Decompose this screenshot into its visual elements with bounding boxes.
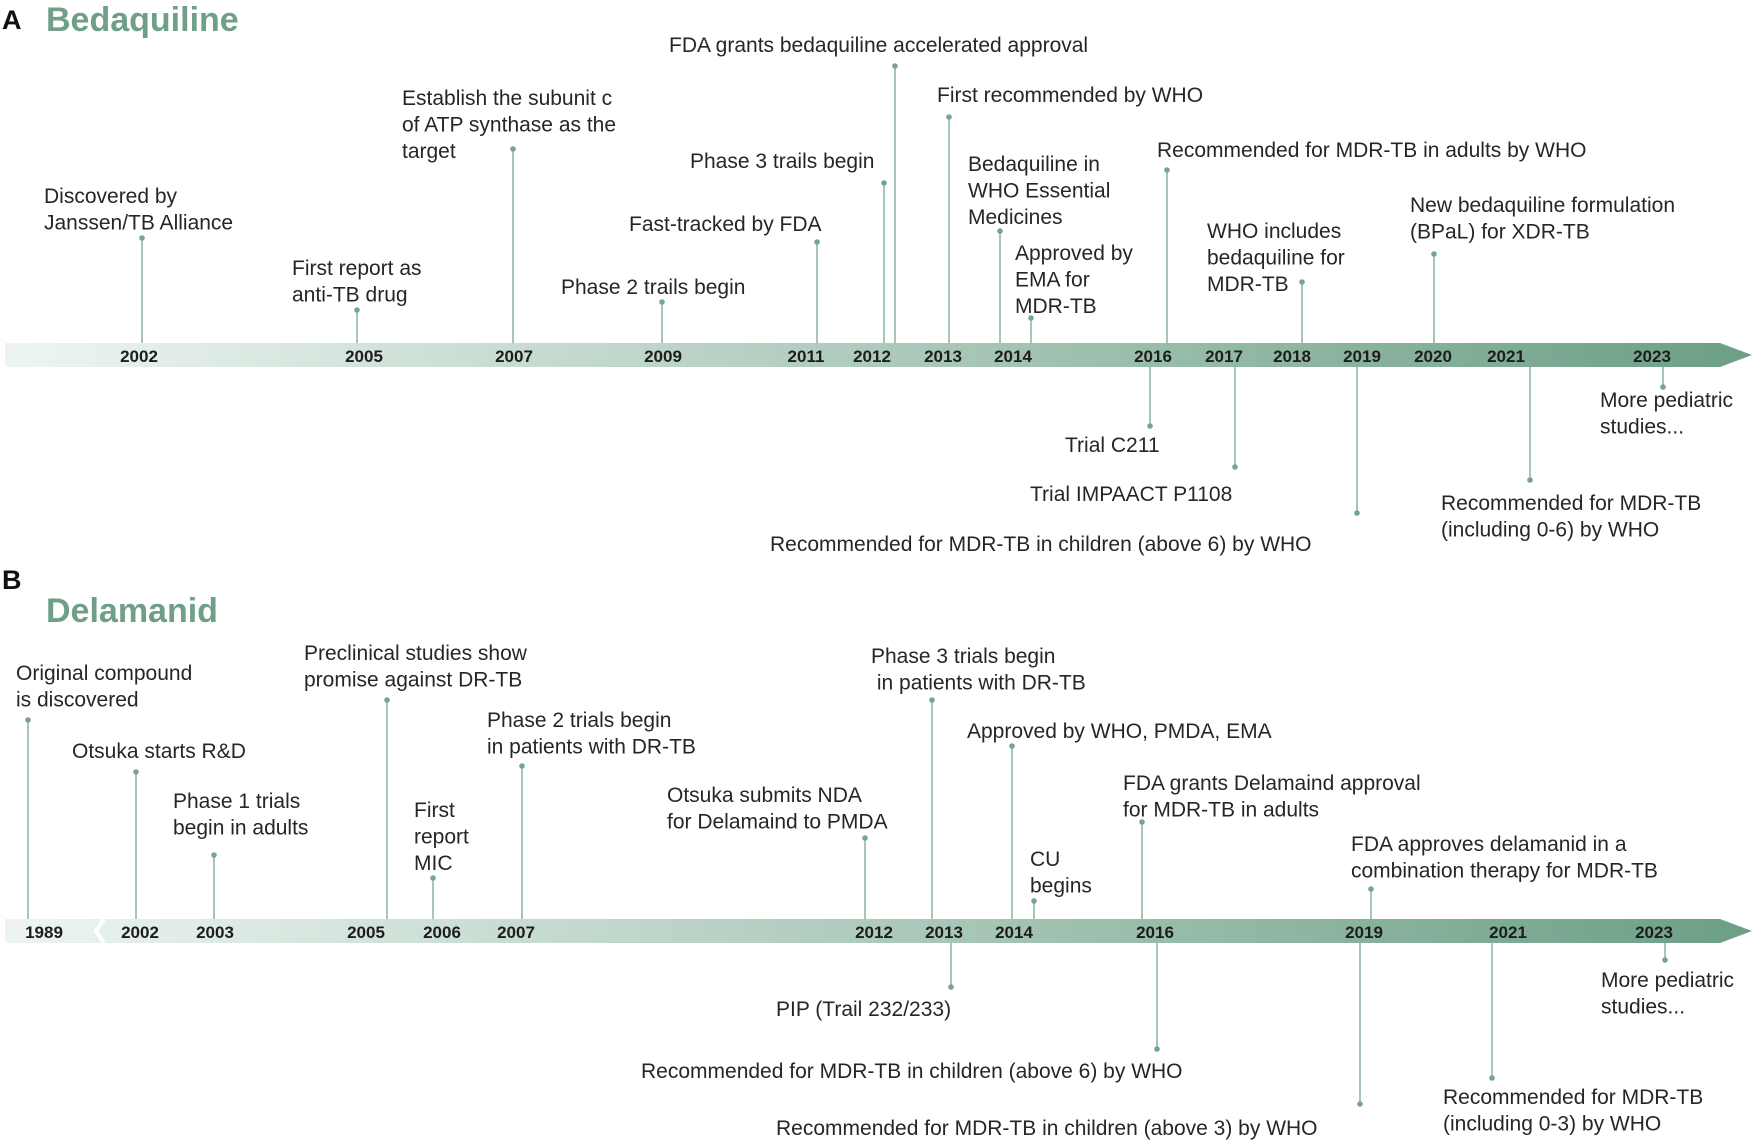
event-label xyxy=(1410,194,1675,244)
event-label-line: Phase 3 trials begin xyxy=(871,645,1056,668)
event-label xyxy=(1065,434,1160,457)
year-label: 2023 xyxy=(1635,923,1673,942)
event-label-line: Establish the subunit c xyxy=(402,87,613,110)
panel-delamanid xyxy=(2,565,1752,1140)
event-label-line: MIC xyxy=(414,852,453,875)
event-marker xyxy=(1164,167,1170,173)
event-label xyxy=(1441,492,1701,542)
event-label-line: Recommended for MDR-TB xyxy=(1443,1086,1704,1109)
event-label-line: begin in adults xyxy=(173,816,309,840)
event-label-line: anti-TB drug xyxy=(292,283,408,307)
event-label xyxy=(776,998,951,1021)
event-label xyxy=(667,784,888,834)
event-label xyxy=(690,150,874,173)
event-label-line: Recommended for MDR-TB in children (above 3) by WHO xyxy=(776,1117,1318,1140)
year-label: 2016 xyxy=(1136,923,1174,942)
event-label-line: Discovered by xyxy=(44,185,178,208)
event-marker xyxy=(1299,279,1305,285)
year-label: 2005 xyxy=(347,923,385,942)
event-marker xyxy=(211,852,217,858)
year-label: 2021 xyxy=(1489,923,1527,942)
event-label xyxy=(561,276,745,299)
event-label xyxy=(967,720,1272,743)
event-label-line: Original compound xyxy=(16,662,193,685)
event-label-line: MDR-TB xyxy=(1015,295,1097,318)
event-label-line: Trial C211 xyxy=(1065,434,1160,457)
event-label-line: Approved by xyxy=(1015,242,1133,265)
event-marker xyxy=(948,984,954,990)
event-label xyxy=(1015,242,1133,318)
event-marker xyxy=(1147,423,1153,429)
year-label: 2011 xyxy=(787,347,825,366)
event-label xyxy=(173,790,308,840)
event-label xyxy=(1123,772,1421,822)
event-label xyxy=(871,645,1086,695)
event-label xyxy=(669,34,1088,57)
event-label-line: promise against DR-TB xyxy=(304,668,523,692)
event-label xyxy=(1600,389,1733,439)
event-label xyxy=(402,87,616,163)
year-label: 2019 xyxy=(1343,347,1381,366)
event-label xyxy=(304,642,528,692)
event-label-line: for MDR-TB in adults xyxy=(1123,798,1320,822)
event-label xyxy=(1351,833,1658,883)
event-label-line: More pediatric xyxy=(1601,969,1735,992)
event-marker xyxy=(133,769,139,775)
event-marker xyxy=(929,697,935,703)
event-labels xyxy=(44,34,1733,556)
event-label-line: Trial IMPAACT P1108 xyxy=(1030,483,1233,506)
event-marker xyxy=(892,63,898,69)
event-label xyxy=(629,213,822,236)
event-marker xyxy=(1662,957,1668,963)
event-label xyxy=(1601,969,1734,1019)
event-label-line: in patients with DR-TB xyxy=(487,735,696,759)
event-marker xyxy=(1527,477,1533,483)
event-marker xyxy=(139,235,145,241)
event-label-line: Recommended for MDR-TB in children (above 6) by WHO xyxy=(641,1060,1183,1083)
event-marker xyxy=(1232,464,1238,470)
event-label-line: is discovered xyxy=(16,688,139,712)
event-label xyxy=(1207,220,1345,296)
event-label-line: Recommended for MDR-TB xyxy=(1441,492,1702,515)
event-label xyxy=(968,153,1110,229)
event-marker xyxy=(354,307,360,313)
panel-title: Bedaquiline xyxy=(46,1,239,39)
event-label-line: PIP (Trail 232/233) xyxy=(776,998,952,1021)
event-label-line: in patients with DR-TB xyxy=(871,671,1086,695)
event-marker xyxy=(659,299,665,305)
year-label: 2014 xyxy=(995,923,1033,942)
year-label: 2003 xyxy=(196,923,234,942)
event-label-line: Otsuka starts R&D xyxy=(72,740,246,763)
year-label: 2012 xyxy=(855,923,893,942)
event-label-line: begins xyxy=(1030,874,1092,898)
event-label-line: bedaquiline for xyxy=(1207,246,1345,270)
year-label: 2018 xyxy=(1273,347,1311,366)
event-label-line: (including 0-3) by WHO xyxy=(1443,1112,1662,1136)
year-label: 2002 xyxy=(120,347,158,366)
event-label-line: for Delamaind to PMDA xyxy=(667,810,888,834)
event-marker xyxy=(519,763,525,769)
event-label-line: Phase 1 trials xyxy=(173,790,301,813)
event-label xyxy=(44,185,233,235)
event-label-line: Phase 3 trails begin xyxy=(690,150,875,173)
event-label-line: Approved by WHO, PMDA, EMA xyxy=(967,720,1272,743)
event-label-line: WHO includes xyxy=(1207,220,1342,243)
event-label-line: First xyxy=(414,799,455,822)
event-marker xyxy=(1368,886,1374,892)
event-marker xyxy=(1009,743,1015,749)
year-label: 2006 xyxy=(423,923,461,942)
event-label-line: Recommended for MDR-TB in children (above 6) by WHO xyxy=(770,533,1312,556)
year-label: 2005 xyxy=(345,347,383,366)
year-label: 2020 xyxy=(1414,347,1452,366)
event-label-line: Phase 2 trails begin xyxy=(561,276,746,299)
event-label-line: Fast-tracked by FDA xyxy=(629,213,822,236)
event-marker xyxy=(814,239,820,245)
event-label-line: FDA approves delamanid in a xyxy=(1351,833,1627,856)
year-label: 2016 xyxy=(1134,347,1172,366)
event-label-line: Janssen/TB Alliance xyxy=(44,211,234,235)
event-marker xyxy=(881,180,887,186)
event-marker xyxy=(1357,1101,1363,1107)
event-label-line: Phase 2 trials begin xyxy=(487,709,672,732)
event-marker xyxy=(997,228,1003,234)
event-label-line: of ATP synthase as the xyxy=(402,113,617,137)
event-label xyxy=(1443,1086,1703,1136)
event-label-line: FDA grants Delamaind approval xyxy=(1123,772,1421,795)
year-label: 2017 xyxy=(1205,347,1243,366)
event-label xyxy=(641,1060,1183,1083)
year-label: 2013 xyxy=(924,347,962,366)
year-label: 2012 xyxy=(853,347,891,366)
event-marker xyxy=(946,114,952,120)
event-label-line: Preclinical studies show xyxy=(304,642,527,665)
event-label-line: (BPaL) for XDR-TB xyxy=(1410,220,1590,244)
event-label-line: New bedaquiline formulation xyxy=(1410,194,1675,217)
event-label-line: MDR-TB xyxy=(1207,273,1289,296)
event-marker xyxy=(25,717,31,723)
event-label-line: EMA for xyxy=(1015,268,1090,292)
year-label: 2014 xyxy=(994,347,1032,366)
event-label xyxy=(292,257,422,307)
event-marker xyxy=(510,146,516,152)
event-marker xyxy=(862,835,868,841)
event-marker xyxy=(384,697,390,703)
event-marker xyxy=(430,875,436,881)
panel-bedaquiline xyxy=(2,1,1752,556)
event-label-line: (including 0-6) by WHO xyxy=(1441,518,1660,542)
event-label-line: target xyxy=(402,140,456,163)
year-label: 2009 xyxy=(644,347,682,366)
event-label-line: Recommended for MDR-TB in adults by WHO xyxy=(1157,139,1587,162)
event-label xyxy=(1157,139,1586,162)
event-label xyxy=(72,740,246,763)
event-label xyxy=(1030,848,1092,898)
year-label: 2002 xyxy=(121,923,159,942)
event-label-line: WHO Essential xyxy=(968,179,1111,203)
event-marker xyxy=(1489,1075,1495,1081)
year-label: 1989 xyxy=(25,923,63,942)
event-label-line: Medicines xyxy=(968,206,1063,229)
event-labels xyxy=(16,642,1734,1140)
event-label xyxy=(487,709,696,759)
event-label xyxy=(414,799,469,875)
event-marker xyxy=(1431,251,1437,257)
event-stems xyxy=(25,697,1668,1107)
event-label-line: First recommended by WHO xyxy=(937,84,1204,107)
event-label xyxy=(16,662,192,712)
event-label xyxy=(776,1117,1318,1140)
year-label: 2007 xyxy=(495,347,533,366)
event-label xyxy=(770,533,1312,556)
event-label-line: More pediatric xyxy=(1600,389,1734,412)
year-label: 2021 xyxy=(1487,347,1525,366)
panel-title: Delamanid xyxy=(46,592,218,630)
panel-letter: B xyxy=(2,565,22,595)
event-label-line: First report as xyxy=(292,257,422,280)
event-label xyxy=(937,84,1203,107)
panel-letter: A xyxy=(2,5,22,35)
event-label-line: combination therapy for MDR-TB xyxy=(1351,859,1658,883)
year-label: 2013 xyxy=(925,923,963,942)
event-label-line: Bedaquiline in xyxy=(968,153,1100,176)
year-label: 2023 xyxy=(1633,347,1671,366)
event-label xyxy=(1030,483,1232,506)
event-label-line: report xyxy=(414,825,469,849)
event-marker xyxy=(1031,898,1037,904)
year-label: 2019 xyxy=(1345,923,1383,942)
event-label-line: Otsuka submits NDA xyxy=(667,784,862,807)
event-label-line: studies... xyxy=(1601,995,1686,1019)
year-label: 2007 xyxy=(497,923,535,942)
event-marker xyxy=(1154,1046,1160,1052)
event-marker xyxy=(1354,510,1360,516)
event-label-line: FDA grants bedaquiline accelerated approval xyxy=(669,34,1089,57)
event-label-line: CU xyxy=(1030,848,1061,871)
event-label-line: studies... xyxy=(1600,415,1685,439)
